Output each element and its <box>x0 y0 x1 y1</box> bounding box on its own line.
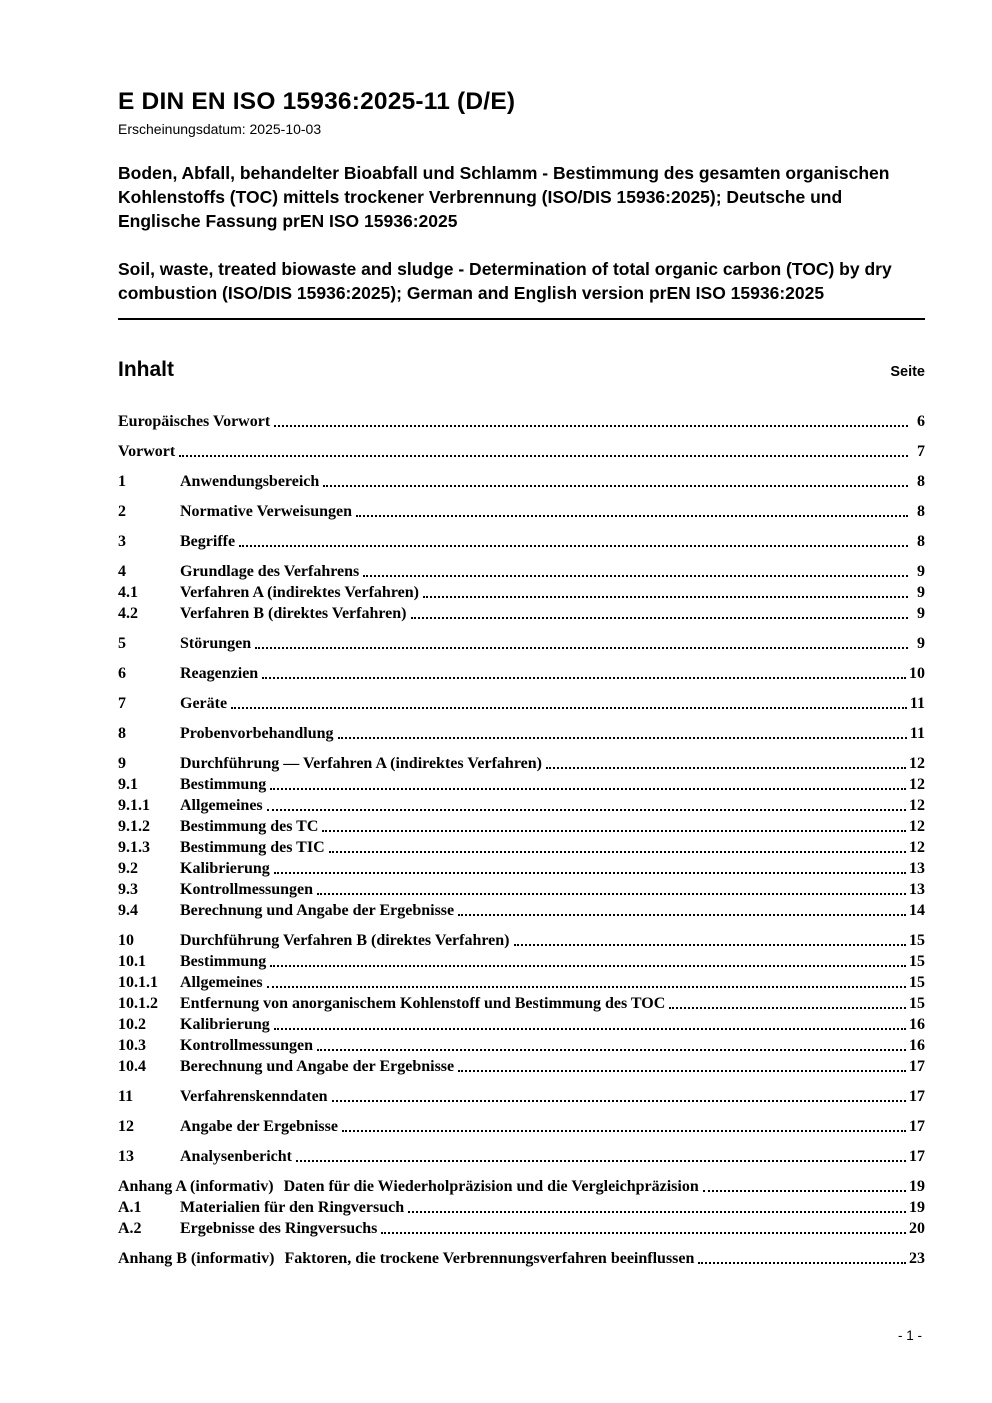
toc-entry-page: 12 <box>909 755 925 772</box>
toc-group <box>118 633 925 654</box>
toc-entry-number: 10.1 <box>118 953 146 970</box>
title-divider <box>118 318 925 320</box>
toc-entry-title: Verfahrenskenndaten <box>180 1088 328 1105</box>
toc-entry-title: Bestimmung des TC <box>180 818 319 835</box>
toc-entry <box>118 837 925 858</box>
toc-entry-page: 14 <box>909 902 925 919</box>
toc-dotted-leader <box>423 596 908 598</box>
toc-entry <box>118 1086 925 1107</box>
toc-entry <box>118 951 925 972</box>
toc-entry-page: 15 <box>909 932 925 949</box>
toc-entry-title: Anwendungsbereich <box>180 473 320 490</box>
toc-entry-number: A.2 <box>118 1220 142 1237</box>
toc-dotted-leader <box>317 893 906 895</box>
toc-entry-number: 9.1.2 <box>118 818 150 835</box>
toc-entry <box>118 1248 925 1269</box>
toc-dotted-leader <box>270 965 906 967</box>
toc-entry-title: Allgemeines <box>180 797 263 814</box>
toc-entry <box>118 411 925 432</box>
toc-entry-title: Reagenzien <box>180 665 259 682</box>
toc-entry <box>118 1116 925 1137</box>
toc-entry-title: Probenvorbehandlung <box>180 725 334 742</box>
toc-dotted-leader <box>342 1130 906 1132</box>
toc-entry-page: 8 <box>917 503 925 520</box>
toc-entry-page: 17 <box>909 1148 925 1165</box>
toc-heading: Inhalt <box>118 358 174 381</box>
toc-entry-title: Bestimmung <box>180 776 267 793</box>
toc-entry <box>118 1197 925 1218</box>
toc-dotted-leader <box>458 1070 906 1072</box>
toc-entry <box>118 816 925 837</box>
toc-entry-number: 4 <box>118 563 126 580</box>
toc-group <box>118 471 925 492</box>
toc-dotted-leader <box>363 575 908 577</box>
toc-entry-title: Grundlage des Verfahrens <box>180 563 360 580</box>
toc-entry-number: 5 <box>118 635 126 652</box>
toc-entry-title: Durchführung — Verfahren A (indirektes Verfahren) <box>180 755 542 772</box>
toc-entry-page: 12 <box>909 839 925 856</box>
footer-page-number: - 1 - <box>897 1328 922 1343</box>
toc-entry-number: 4.2 <box>118 605 138 622</box>
toc-entry-page: 16 <box>909 1037 925 1054</box>
toc-entry-page: 13 <box>909 881 925 898</box>
toc-entry-number: 1 <box>118 473 126 490</box>
toc-entry <box>118 1176 925 1197</box>
toc-entry <box>118 561 925 582</box>
toc-dotted-leader <box>317 1049 906 1051</box>
toc-entry-title: Daten für die Wiederholpräzision und die Vergleichpräzision <box>283 1178 699 1195</box>
toc-dotted-leader <box>179 455 908 457</box>
toc-entry <box>118 1056 925 1077</box>
toc-dotted-leader <box>274 872 906 874</box>
toc-group <box>118 441 925 462</box>
toc-entry-title: Europäisches Vorwort <box>118 413 271 430</box>
toc-group <box>118 723 925 744</box>
toc-entry-number: 6 <box>118 665 126 682</box>
toc-entry-number: 9.1.1 <box>118 797 150 814</box>
toc-entry-title: Geräte <box>180 695 228 712</box>
toc-entry-number: 2 <box>118 503 126 520</box>
toc-entry <box>118 693 925 714</box>
toc-dotted-leader <box>262 677 906 679</box>
toc-entry-title: Verfahren B (direktes Verfahren) <box>180 605 407 622</box>
toc-entry-title: Faktoren, die trockene Verbrennungsverfahren beeinflussen <box>284 1250 695 1267</box>
toc-entry-number: 3 <box>118 533 126 550</box>
toc-dotted-leader <box>698 1262 906 1264</box>
toc-entry-number: 10.3 <box>118 1037 146 1054</box>
toc-dotted-leader <box>458 914 906 916</box>
toc-entry-number: 12 <box>118 1118 134 1135</box>
toc-entry-number: 9.3 <box>118 881 138 898</box>
toc-entry-page: 23 <box>909 1250 925 1267</box>
toc-entry-title: Bestimmung <box>180 953 267 970</box>
toc-entry-page: 12 <box>909 797 925 814</box>
toc-entry-number: 4.1 <box>118 584 138 601</box>
toc-group <box>118 930 925 1077</box>
toc-entry <box>118 753 925 774</box>
toc-entry-page: 12 <box>909 818 925 835</box>
toc-group <box>118 501 925 522</box>
toc-entry-title: Berechnung und Angabe der Ergebnisse <box>180 1058 455 1075</box>
toc-dotted-leader <box>239 545 908 547</box>
toc-entry-title: Kontrollmessungen <box>180 881 314 898</box>
toc-entry-page: 8 <box>917 473 925 490</box>
toc-dotted-leader <box>329 851 906 853</box>
toc-entry-number: 10 <box>118 932 134 949</box>
toc-entry <box>118 1035 925 1056</box>
toc-dotted-leader <box>231 707 907 709</box>
toc-entry-page: 6 <box>917 413 925 430</box>
toc-entry-title: Begriffe <box>180 533 236 550</box>
toc-dotted-leader <box>267 986 906 988</box>
toc-group <box>118 561 925 624</box>
toc-dotted-leader <box>332 1100 906 1102</box>
toc-entry-page: 11 <box>909 725 925 742</box>
toc-entry <box>118 1218 925 1239</box>
toc-dotted-leader <box>546 767 906 769</box>
toc-entry-number: 9.1.3 <box>118 839 150 856</box>
toc-entry-title: Angabe der Ergebnisse <box>180 1118 338 1135</box>
toc-entry <box>118 795 925 816</box>
document-number: E DIN EN ISO 15936:2025-11 (D/E) <box>118 88 516 115</box>
toc-dotted-leader <box>411 617 908 619</box>
toc-entry-page: 17 <box>909 1118 925 1135</box>
toc-dotted-leader <box>514 944 906 946</box>
toc-entry-page: 16 <box>909 1016 925 1033</box>
release-date: Erscheinungsdatum: 2025-10-03 <box>118 121 322 137</box>
toc-entry-number: Anhang B (informativ) <box>118 1250 275 1267</box>
toc-entry-page: 15 <box>909 953 925 970</box>
toc-entry-page: 9 <box>917 563 925 580</box>
toc-entry-number: 8 <box>118 725 126 742</box>
toc-group <box>118 1176 925 1239</box>
toc-dotted-leader <box>669 1007 906 1009</box>
toc-entry <box>118 774 925 795</box>
toc-dotted-leader <box>274 1028 906 1030</box>
toc-entry-number: 9 <box>118 755 126 772</box>
toc-entry <box>118 723 925 744</box>
document-title-english: Soil, waste, treated biowaste and sludge - Determination of total organic carbon (TOC) by dry combustion (ISO/DIS 15936:2025); German and English version prEN ISO 15936:2025 <box>118 259 892 303</box>
toc-entry <box>118 501 925 522</box>
toc-entry <box>118 471 925 492</box>
toc-entry-page: 12 <box>909 776 925 793</box>
toc-entry-page: 17 <box>909 1088 925 1105</box>
toc-group <box>118 753 925 921</box>
toc-entry-title: Kalibrierung <box>180 1016 270 1033</box>
toc-entry-number: 9.2 <box>118 860 138 877</box>
toc-dotted-leader <box>255 647 908 649</box>
toc-entry-number: 13 <box>118 1148 134 1165</box>
toc-entry-number: 9.1 <box>118 776 138 793</box>
toc-entry <box>118 900 925 921</box>
toc-list <box>118 411 925 1269</box>
toc-entry-page: 9 <box>917 605 925 622</box>
toc-group <box>118 1146 925 1167</box>
toc-entry-number: 10.2 <box>118 1016 146 1033</box>
toc-entry <box>118 1146 925 1167</box>
toc-entry-number: 11 <box>118 1088 134 1105</box>
toc-entry <box>118 582 925 603</box>
toc-dotted-leader <box>381 1232 906 1234</box>
toc-entry <box>118 663 925 684</box>
document-title-german: Boden, Abfall, behandelter Bioabfall und Schlamm - Bestimmung des gesamten organischen Kohlenstoffs (TOC) mittels trockener Verbrennung (ISO/DIS 15936:2025); Deutsche und Englische Fassung prEN ISO 15936:2025 <box>118 163 890 231</box>
toc-entry-number: Anhang A (informativ) <box>118 1178 274 1195</box>
toc-entry-title: Entfernung von anorganischem Kohlenstoff und Bestimmung des TOC <box>180 995 666 1012</box>
toc-entry-number: 10.1.2 <box>118 995 158 1012</box>
toc-entry-title: Verfahren A (indirektes Verfahren) <box>180 584 419 601</box>
toc-group <box>118 411 925 432</box>
toc-entry <box>118 633 925 654</box>
toc-entry-title: Störungen <box>180 635 252 652</box>
toc-page-column-label: Seite <box>890 364 925 380</box>
toc-group <box>118 693 925 714</box>
toc-dotted-leader <box>323 485 908 487</box>
toc-entry-title: Durchführung Verfahren B (direktes Verfahren) <box>180 932 510 949</box>
toc-entry <box>118 531 925 552</box>
toc-entry-title: Analysenbericht <box>180 1148 292 1165</box>
toc-dotted-leader <box>408 1211 906 1213</box>
toc-header <box>118 358 925 382</box>
toc-entry-number: 10.4 <box>118 1058 146 1075</box>
toc-entry <box>118 879 925 900</box>
toc-entry-title: Kalibrierung <box>180 860 270 877</box>
toc-entry-page: 9 <box>917 584 925 601</box>
toc-dotted-leader <box>703 1190 906 1192</box>
toc-entry <box>118 603 925 624</box>
toc-entry-page: 13 <box>909 860 925 877</box>
toc-entry <box>118 441 925 462</box>
toc-entry <box>118 972 925 993</box>
toc-entry <box>118 930 925 951</box>
toc-group <box>118 1086 925 1107</box>
toc-entry-page: 20 <box>909 1220 925 1237</box>
toc-entry-title: Materialien für den Ringversuch <box>180 1199 405 1216</box>
toc-entry-page: 15 <box>909 974 925 991</box>
toc-dotted-leader <box>274 425 908 427</box>
toc-entry-title: Allgemeines <box>180 974 263 991</box>
toc-group <box>118 531 925 552</box>
toc-dotted-leader <box>338 737 907 739</box>
toc-entry <box>118 993 925 1014</box>
toc-entry-title: Bestimmung des TIC <box>180 839 325 856</box>
toc-entry-page: 7 <box>917 443 925 460</box>
toc-entry-title: Normative Verweisungen <box>180 503 352 520</box>
toc-dotted-leader <box>296 1160 906 1162</box>
toc-dotted-leader <box>270 788 906 790</box>
toc-dotted-leader <box>267 809 906 811</box>
toc-dotted-leader <box>356 515 908 517</box>
toc-entry <box>118 858 925 879</box>
toc-entry-page: 19 <box>909 1199 925 1216</box>
toc-entry-page: 11 <box>909 695 925 712</box>
toc-entry-page: 15 <box>909 995 925 1012</box>
toc-entry-number: 7 <box>118 695 126 712</box>
toc-dotted-leader <box>322 830 906 832</box>
toc-entry <box>118 1014 925 1035</box>
toc-entry-title: Ergebnisse des Ringversuchs <box>180 1220 378 1237</box>
toc-entry-number: 9.4 <box>118 902 138 919</box>
toc-entry-title: Kontrollmessungen <box>180 1037 314 1054</box>
toc-entry-page: 17 <box>909 1058 925 1075</box>
toc-entry-title: Vorwort <box>118 443 176 460</box>
toc-entry-title: Berechnung und Angabe der Ergebnisse <box>180 902 455 919</box>
toc-entry-number: 10.1.1 <box>118 974 158 991</box>
toc-group <box>118 1248 925 1269</box>
toc-entry-page: 8 <box>917 533 925 550</box>
toc-entry-page: 9 <box>917 635 925 652</box>
toc-entry-page: 10 <box>909 665 925 682</box>
toc-group <box>118 663 925 684</box>
toc-group <box>118 1116 925 1137</box>
toc-entry-number: A.1 <box>118 1199 142 1216</box>
toc-entry-page: 19 <box>909 1178 925 1195</box>
